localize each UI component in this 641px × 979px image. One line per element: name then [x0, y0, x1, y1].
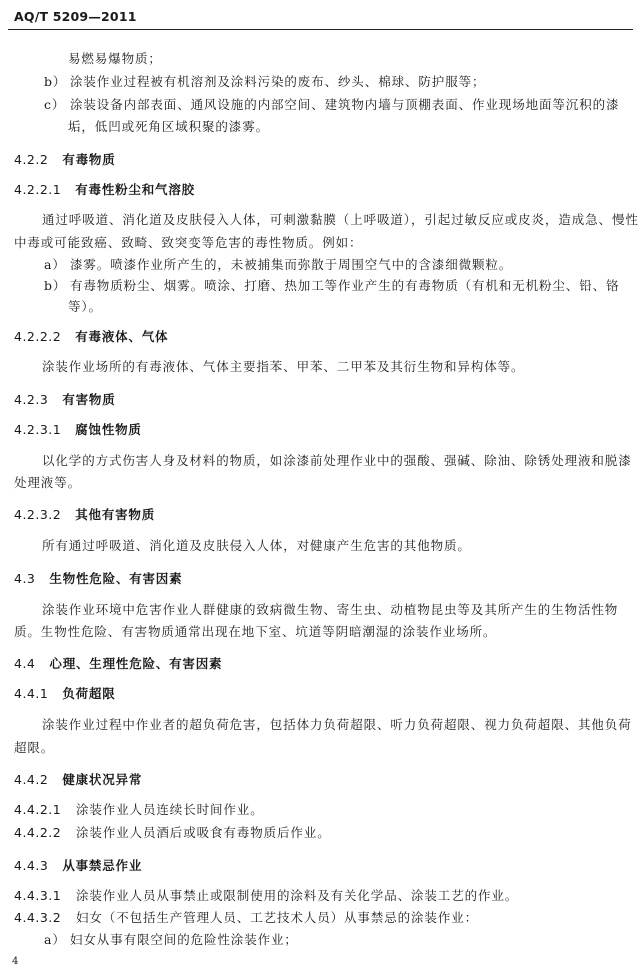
section-number: 4.2.2 [14, 152, 49, 167]
section-heading-4-3 [14, 569, 182, 587]
section-number: 4.4.1 [14, 686, 49, 701]
clause-4-4-2-1 [14, 800, 264, 818]
paragraph-line: 所有通过呼吸道、消化道及皮肤侵入人体，对健康产生危害的其他物质。 [42, 538, 471, 553]
section-heading-4-4 [14, 654, 222, 672]
clause-number: 4.4.3.1 [14, 888, 62, 903]
list-item-b [14, 72, 485, 90]
section-title: 负荷超限 [62, 686, 116, 701]
section-number: 4.2.2.1 [14, 182, 62, 197]
paragraph-line: 中毒或可能致癌、致畸、致突变等危害的毒性物质。例如： [14, 235, 363, 250]
list-label: a） [44, 257, 66, 272]
clause-4-4-3-2 [14, 908, 478, 926]
text-line: 等）。 [68, 299, 102, 314]
section-number: 4.4.3 [14, 858, 49, 873]
section-number: 4.2.3.2 [14, 507, 62, 522]
paragraph-line: 通过呼吸道、消化道及皮肤侵入人体，可刺激黏膜（上呼吸道），引起过敏反应或皮炎，造成急、慢性 [42, 212, 639, 227]
list-label: a） [44, 932, 66, 947]
clause-text: 涂装作业人员从事禁止或限制使用的涂料及有关化学品、涂装工艺的作业。 [76, 888, 519, 903]
list-label: b） [44, 74, 67, 89]
clause-4-4-3-1 [14, 886, 518, 904]
section-title: 有毒物质 [62, 152, 116, 167]
section-heading-4-4-2 [14, 770, 142, 788]
section-title: 有害物质 [62, 392, 116, 407]
section-title: 生物性危险、有害因素 [49, 571, 183, 586]
paragraph-line: 以化学的方式伤害人身及材料的物质，如涂漆前处理作业中的强酸、强碱、除油、除锈处理液和脱漆 [42, 453, 632, 468]
paragraph-line: 涂装作业环境中危害作业人群健康的致病微生物、寄生虫、动植物昆虫等及其所产生的生物活性物 [42, 602, 619, 617]
section-heading-4-2-3 [14, 390, 116, 408]
section-title: 心理、生理性危险、有害因素 [49, 656, 223, 671]
list-text: 漆雾。喷漆作业所产生的，未被捕集而弥散于周围空气中的含漆细微颗粒。 [70, 257, 513, 272]
clause-number: 4.4.2.2 [14, 825, 62, 840]
paragraph-line: 涂装作业过程中作业者的超负荷危害，包括体力负荷超限、听力负荷超限、视力负荷超限、其他负荷 [42, 717, 632, 732]
list-text: 涂装作业过程被有机溶剂及涂料污染的废布、纱头、棉球、防护服等； [70, 74, 486, 89]
list-text: 妇女从事有限空间的危险性涂装作业； [70, 932, 298, 947]
section-number: 4.2.3 [14, 392, 49, 407]
section-number: 4.2.2.2 [14, 329, 62, 344]
section-heading-4-4-3 [14, 856, 142, 874]
clause-text: 涂装作业人员连续长时间作业。 [76, 802, 264, 817]
section-heading-4-2-2-1 [14, 180, 195, 198]
section-heading-4-2-2-2 [14, 327, 168, 345]
paragraph-line: 质。生物性危险、有害物质通常出现在地下室、坑道等阴暗潮湿的涂装作业场所。 [14, 624, 497, 639]
paragraph-line: 处理液等。 [14, 475, 82, 490]
clause-number: 4.4.2.1 [14, 802, 62, 817]
list-item-a [14, 255, 512, 273]
text-line: 垢，低凹或死角区域积聚的漆雾。 [68, 119, 270, 134]
section-number: 4.3 [14, 571, 36, 586]
header-rule [8, 29, 633, 30]
clause-text: 妇女（不包括生产管理人员、工艺技术人员）从事禁忌的涂装作业： [76, 910, 479, 925]
section-heading-4-2-3-1 [14, 420, 142, 438]
paragraph-line: 涂装作业场所的有毒液体、气体主要指苯、甲苯、二甲苯及其衍生物和异构体等。 [42, 359, 525, 374]
section-title: 有毒性粉尘和气溶胶 [75, 182, 195, 197]
list-label: c） [44, 97, 66, 112]
section-title: 健康状况异常 [62, 772, 143, 787]
clause-4-4-2-2 [14, 823, 331, 841]
section-title: 其他有害物质 [75, 507, 156, 522]
list-text: 有毒物质粉尘、烟雾。喷涂、打磨、热加工等作业产生的有毒物质（有机和无机粉尘、铅、铬 [70, 278, 620, 293]
section-number: 4.4 [14, 656, 36, 671]
section-title: 腐蚀性物质 [75, 422, 142, 437]
list-item-a [14, 930, 298, 948]
section-heading-4-2-2 [14, 150, 116, 168]
section-heading-4-2-3-2 [14, 505, 155, 523]
paragraph-line: 超限。 [14, 740, 55, 755]
clause-text: 涂装作业人员酒后或吸食有毒物质后作业。 [76, 825, 331, 840]
section-heading-4-4-1 [14, 684, 116, 702]
section-number: 4.4.2 [14, 772, 49, 787]
list-text: 涂装设备内部表面、通风设施的内部空间、建筑物内墙与顶棚表面、作业现场地面等沉积的漆 [70, 97, 620, 112]
list-item-b [14, 276, 619, 294]
clause-number: 4.4.3.2 [14, 910, 62, 925]
text-line: 易燃易爆物质； [68, 51, 162, 66]
section-title: 有毒液体、气体 [75, 329, 169, 344]
section-title: 从事禁忌作业 [62, 858, 143, 873]
page-number: 4 [12, 956, 19, 967]
list-item-c [14, 95, 619, 113]
standard-code-header: AQ/T 5209—2011 [14, 9, 137, 24]
list-label: b） [44, 278, 67, 293]
section-number: 4.2.3.1 [14, 422, 62, 437]
